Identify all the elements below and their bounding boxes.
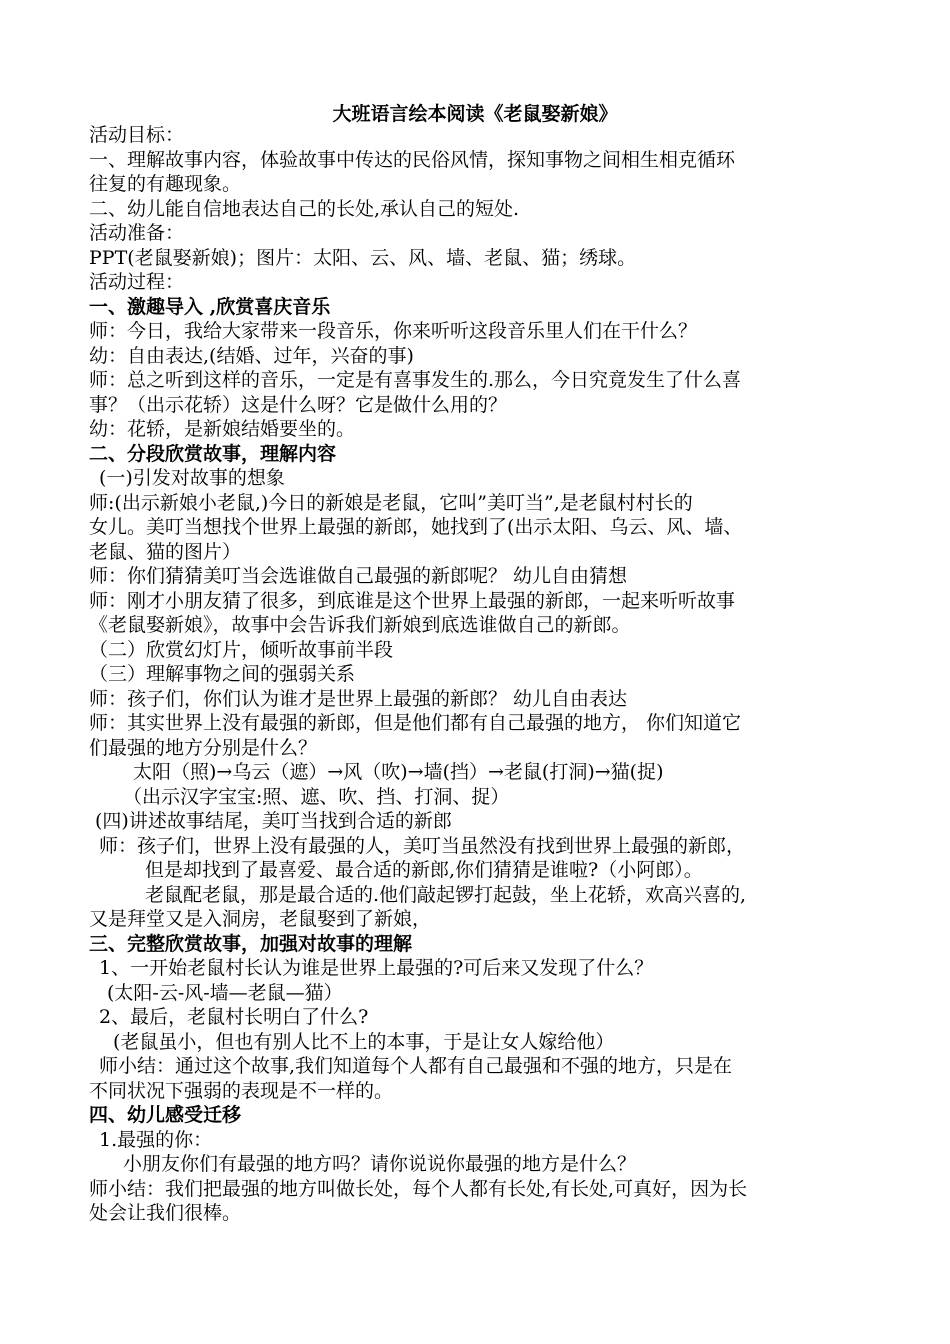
text-line: 1.最强的你： bbox=[99, 1128, 213, 1151]
text-line: 师小结：通过这个故事,我们知道每个人都有自己最强和不强的地方，只是在 bbox=[99, 1055, 733, 1077]
text-line: 一、理解故事内容，体验故事中传达的民俗风情，探知事物之间相生相克循环 bbox=[89, 148, 736, 171]
text-line: 女儿。美叮当想找个世界上最强的新郎，她找到了(出示太阳、乌云、风、墙、 bbox=[89, 516, 743, 538]
text-line: 太阳（照)→乌云（遮）→风（吹)→墙(挡）→老鼠(打洞)→猫(捉) bbox=[133, 761, 664, 783]
text-line: 幼：花轿，是新娘结婚要坐的。 bbox=[89, 418, 356, 440]
text-line: 《老鼠娶新娘》，故事中会告诉我们新娘到底选谁做自己的新郎。 bbox=[89, 614, 631, 636]
text-line: 幼：自由表达,(结婚、过年，兴奋的事) bbox=[89, 344, 414, 367]
text-line: 师：今日，我给大家带来一段音乐，你来听听这段音乐里人们在干什么？ bbox=[89, 320, 698, 342]
text-line: （二）欣赏幻灯片，倾听故事前半段 bbox=[89, 638, 394, 661]
text-line: 1、一开始老鼠村长认为谁是世界上最强的?可后来又发现了什么？ bbox=[99, 957, 654, 979]
text-line: (太阳-云-风-墙—老鼠—猫） bbox=[107, 981, 343, 1004]
text-line: （三）理解事物之间的强弱关系 bbox=[89, 663, 356, 685]
document-title: 大班语言绘本阅读《老鼠娶新娘》 bbox=[332, 103, 618, 125]
text-line: 活动准备： bbox=[89, 222, 185, 244]
section-heading: 四、幼儿感受迁移 bbox=[89, 1104, 242, 1126]
text-line: （出示汉字宝宝:照、遮、吹、挡、打洞、捉） bbox=[123, 785, 510, 808]
text-line: 师:(出示新娘小老鼠,)今日的新娘是老鼠，它叫”美叮当”,是老鼠村村长的 bbox=[89, 491, 693, 514]
section-heading: 一、激趣导入 ,欣赏喜庆音乐 bbox=[89, 295, 331, 318]
text-line: 老鼠配老鼠，那是最合适的.他们敲起锣打起鼓，坐上花轿，欢高兴喜的, bbox=[145, 883, 747, 906]
text-line: (四)讲述故事结尾，美叮当找到合适的新郎 bbox=[95, 810, 452, 832]
text-line: 又是拜堂又是入洞房，老鼠娶到了新娘， bbox=[89, 908, 432, 930]
text-line: 师：刚才小朋友猜了很多，到底谁是这个世界上最强的新郎，一起来听听故事 bbox=[89, 589, 736, 612]
text-line: 老鼠、猫的图片） bbox=[89, 540, 242, 563]
section-heading: 二、分段欣赏故事，理解内容 bbox=[89, 442, 337, 465]
text-line: (老鼠虽小，但也有别人比不上的本事，于是让女人嫁给他） bbox=[113, 1030, 615, 1053]
text-line: 活动过程： bbox=[89, 271, 185, 293]
text-line: 师：孩子们，你们认为谁才是世界上最强的新郎？ 幼儿自由表达 bbox=[89, 687, 628, 710]
text-line: 师：其实世界上没有最强的新郎，但是他们都有自己最强的地方， 你们知道它 bbox=[89, 712, 742, 734]
document-body bbox=[89, 123, 864, 1226]
text-line: 事？（出示花轿）这是什么呀？它是做什么用的？ bbox=[89, 393, 508, 416]
text-line: 但是却找到了最喜爱、最合适的新郎,你们猜猜是谁啦?（小阿郎）。 bbox=[145, 859, 703, 881]
text-line: PPT(老鼠娶新娘)；图片：太阳、云、风、墙、老鼠、猫；绣球。 bbox=[89, 246, 637, 269]
text-line: 二、幼儿能自信地表达自己的长处,承认自己的短处. bbox=[89, 197, 520, 220]
text-line: 2、最后，老鼠村长明白了什么? bbox=[99, 1006, 369, 1028]
text-line: 师：你们猜猜美叮当会选谁做自己最强的新郎呢？ 幼儿自由猜想 bbox=[89, 565, 628, 587]
text-line: 们最强的地方分别是什么？ bbox=[89, 736, 318, 759]
text-line: 师：总之听到这样的音乐，一定是有喜事发生的.那么，今日究竟发生了什么喜 bbox=[89, 369, 742, 391]
text-line: 不同状况下强弱的表现是不一样的。 bbox=[89, 1079, 394, 1102]
text-line: 往复的有趣现象。 bbox=[89, 173, 242, 195]
text-line: 师：孩子们，世界上没有最强的人，美叮当虽然没有找到世界上最强的新郎， bbox=[99, 834, 746, 857]
text-line: 处会让我们很棒。 bbox=[89, 1202, 242, 1224]
section-heading: 三、完整欣赏故事，加强对故事的理解 bbox=[89, 932, 413, 955]
text-line: (一)引发对故事的想象 bbox=[99, 467, 285, 489]
text-line: 师小结：我们把最强的地方叫做长处，每个人都有长处,有长处,可真好，因为长 bbox=[89, 1177, 748, 1200]
text-line: 小朋友你们有最强的地方吗？请你说说你最强的地方是什么？ bbox=[123, 1153, 637, 1175]
text-line: 活动目标： bbox=[89, 124, 185, 146]
